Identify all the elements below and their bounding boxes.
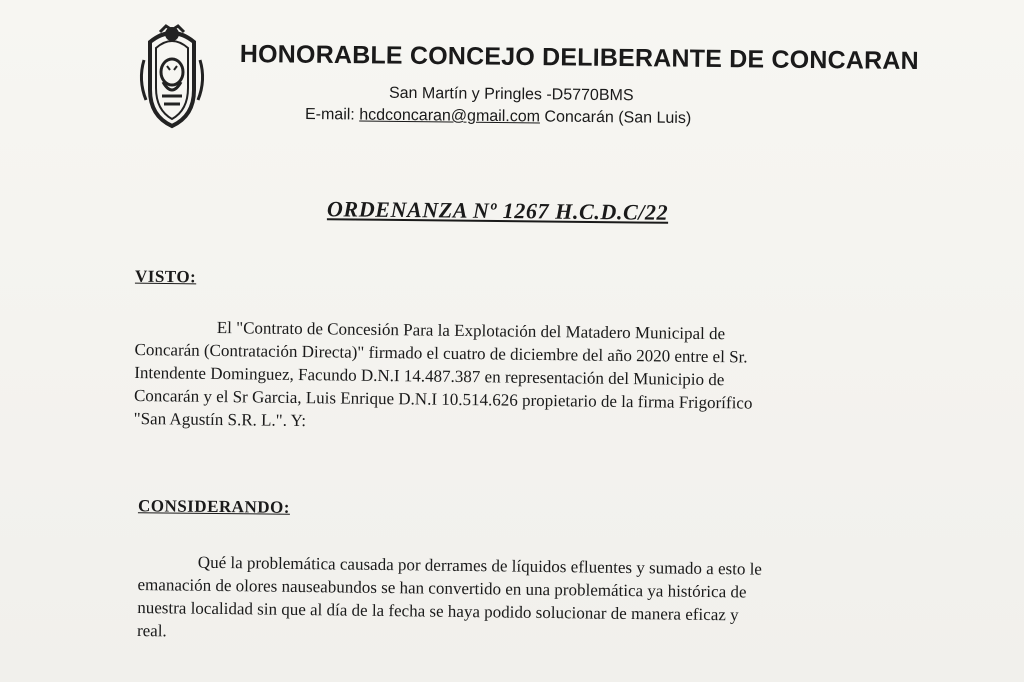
visto-paragraph [134, 315, 895, 439]
coat-of-arms-icon [136, 20, 208, 130]
visto-line: El "Contrato de Concesión Para la Explotación del Matadero Municipal de [216, 318, 726, 344]
considerando-line: Qué la problemática causada por derrames de líquidos efluentes y sumado a esto le [197, 552, 763, 579]
coat-of-arms-logo [136, 20, 208, 130]
email-link[interactable]: hcdconcaran@gmail.com [359, 106, 541, 126]
considerando-line: nuestra localidad sin que al día de la fecha se haya podido solucionar de manera eficaz y [137, 597, 739, 625]
ordinance-title: ORDENANZA Nº 1267 H.C.D.C/22 [326, 196, 669, 225]
considerando-heading: CONSIDERANDO: [137, 496, 291, 517]
visto-line: Concarán y el Sr Garcia, Luis Enrique D.N.I 10.514.626 propietario de la firma Frigorífico [133, 385, 753, 413]
visto-line: Intendente Dominguez, Facundo D.N.I 14.487.387 en representación del Municipio de [134, 362, 725, 390]
visto-line: Concarán (Contratación Directa)" firmado el cuatro de diciembre del año 2020 entre el Sr. [134, 339, 748, 367]
considerando-line: real. [136, 620, 167, 641]
considerando-line: emanación de olores nauseabundos se han convertido en una problemática ya histórica de [137, 574, 747, 602]
visto-line: "San Agustín S.R. L.". Y: [133, 408, 307, 431]
council-name-title: HONORABLE CONCEJO DELIBERANTE DE CONCARAN [239, 40, 920, 76]
council-contact-line [305, 106, 691, 128]
email-prefix: E-mail: [304, 105, 355, 124]
considerando-paragraph [137, 550, 898, 651]
council-address: San Martín y Pringles -D5770BMS [388, 84, 634, 105]
council-location: Concarán (San Luis) [544, 108, 692, 128]
visto-heading: VISTO: [134, 266, 197, 287]
